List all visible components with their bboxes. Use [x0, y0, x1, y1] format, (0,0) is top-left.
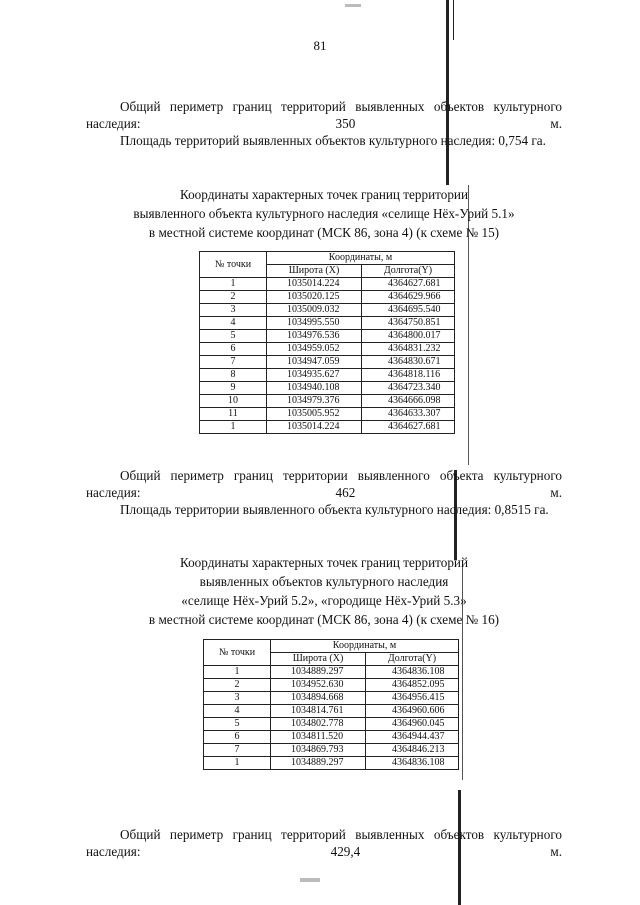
latitude-header: Широта (X) [271, 653, 366, 666]
coordinates-table-1 [199, 251, 455, 434]
point-number-cell: 1 [200, 421, 267, 434]
table-row [204, 679, 459, 692]
latitude-cell: 1034952.630 [271, 679, 366, 692]
point-number-cell: 1 [200, 278, 267, 291]
point-number-cell: 7 [204, 744, 271, 757]
longitude-cell: 4364836.108 [366, 757, 459, 770]
table-row [200, 291, 455, 304]
longitude-cell: 4364956.415 [366, 692, 459, 705]
point-number-header: № точки [204, 640, 271, 666]
table-row [200, 382, 455, 395]
table1-heading: Координаты характерных точек границ территории выявленного объекта культурного наследия «селище Нёх-Урий 5.1» в местной системе координат (МСК 86, зона 4) (к схеме № 15) [133, 187, 515, 240]
point-number-cell: 4 [204, 705, 271, 718]
coordinates-table-2 [203, 639, 459, 770]
point-number-cell: 2 [204, 679, 271, 692]
latitude-cell: 1034811.520 [271, 731, 366, 744]
latitude-cell: 1034869.793 [271, 744, 366, 757]
table-row [200, 304, 455, 317]
longitude-cell: 4364627.681 [362, 278, 455, 291]
latitude-cell: 1034894.668 [271, 692, 366, 705]
latitude-cell: 1035009.032 [267, 304, 362, 317]
latitude-cell: 1035005.952 [267, 408, 362, 421]
longitude-cell: 4364830.671 [362, 356, 455, 369]
table1-body [200, 278, 455, 434]
longitude-cell: 4364831.232 [362, 343, 455, 356]
table-row [200, 421, 455, 434]
point-number-cell: 7 [200, 356, 267, 369]
table2-body [204, 666, 459, 770]
longitude-cell: 4364800.017 [362, 330, 455, 343]
table-row [204, 705, 459, 718]
point-number-cell: 8 [200, 369, 267, 382]
perimeter-paragraph-1: Общий периметр границ территорий выявленных объектов культурного наследия: 350 м. [86, 99, 562, 131]
table-row [204, 692, 459, 705]
table-row [204, 731, 459, 744]
longitude-cell: 4364633.307 [362, 408, 455, 421]
longitude-cell: 4364846.213 [366, 744, 459, 757]
point-number-cell: 1 [204, 757, 271, 770]
longitude-cell: 4364836.108 [366, 666, 459, 679]
latitude-cell: 1034802.778 [271, 718, 366, 731]
table-row [200, 343, 455, 356]
scan-artifact-line [453, 0, 454, 40]
point-number-cell: 3 [200, 304, 267, 317]
longitude-cell: 4364818.116 [362, 369, 455, 382]
point-number-cell: 4 [200, 317, 267, 330]
longitude-cell: 4364960.045 [366, 718, 459, 731]
table-row [200, 395, 455, 408]
point-number-cell: 9 [200, 382, 267, 395]
latitude-header: Широта (X) [267, 265, 362, 278]
latitude-cell: 1034976.536 [267, 330, 362, 343]
table-row [204, 666, 459, 679]
table-row [200, 408, 455, 421]
latitude-cell: 1034889.297 [271, 757, 366, 770]
area-paragraph-2: Площадь территории выявленного объекта культурного наследия: 0,8515 га. [120, 502, 549, 517]
longitude-cell: 4364723.340 [362, 382, 455, 395]
longitude-cell: 4364666.098 [362, 395, 455, 408]
point-number-cell: 5 [200, 330, 267, 343]
scan-speck [300, 878, 320, 882]
table-row [200, 317, 455, 330]
latitude-cell: 1034940.108 [267, 382, 362, 395]
perimeter-paragraph-2: Общий периметр границ территории выявленного объекта культурного наследия: 462 м. [86, 468, 562, 500]
longitude-cell: 4364627.681 [362, 421, 455, 434]
latitude-cell: 1034959.052 [267, 343, 362, 356]
point-number-cell: 10 [200, 395, 267, 408]
latitude-cell: 1034935.627 [267, 369, 362, 382]
point-number-cell: 11 [200, 408, 267, 421]
longitude-cell: 4364695.540 [362, 304, 455, 317]
point-number-cell: 2 [200, 291, 267, 304]
table-row [200, 369, 455, 382]
point-number-cell: 3 [204, 692, 271, 705]
longitude-cell: 4364750.851 [362, 317, 455, 330]
page-number: 81 [313, 38, 327, 53]
table-row [204, 744, 459, 757]
latitude-cell: 1034814.761 [271, 705, 366, 718]
point-number-header: № точки [200, 252, 267, 278]
area-paragraph-1: Площадь территорий выявленных объектов культурного наследия: 0,754 га. [120, 133, 546, 148]
longitude-cell: 4364944.437 [366, 731, 459, 744]
latitude-cell: 1035020.125 [267, 291, 362, 304]
longitude-header: Долгота(Y) [362, 265, 455, 278]
table-row [204, 718, 459, 731]
coordinates-header: Координаты, м [271, 640, 459, 653]
scan-artifact-line [446, 0, 449, 185]
table-row [204, 757, 459, 770]
point-number-cell: 1 [204, 666, 271, 679]
latitude-cell: 1035014.224 [267, 278, 362, 291]
latitude-cell: 1034889.297 [271, 666, 366, 679]
latitude-cell: 1034979.376 [267, 395, 362, 408]
longitude-header: Долгота(Y) [366, 653, 459, 666]
longitude-cell: 4364629.966 [362, 291, 455, 304]
longitude-cell: 4364852.095 [366, 679, 459, 692]
table-row [200, 330, 455, 343]
longitude-cell: 4364960.606 [366, 705, 459, 718]
latitude-cell: 1035014.224 [267, 421, 362, 434]
perimeter-paragraph-3: Общий периметр границ территорий выявленных объектов культурного наследия: 429,4 м. [86, 827, 562, 859]
table-row [200, 356, 455, 369]
point-number-cell: 5 [204, 718, 271, 731]
table2-heading: Координаты характерных точек границ территорий выявленных объектов культурного наследия «селище Нёх-Урий 5.2», «городище Нёх-Урий 5.3» в местной системе координат (МСК 86, зона 4) (к схеме № 16) [148, 555, 500, 627]
latitude-cell: 1034947.059 [267, 356, 362, 369]
latitude-cell: 1034995.550 [267, 317, 362, 330]
table-row [200, 278, 455, 291]
scan-speck [345, 4, 361, 7]
point-number-cell: 6 [204, 731, 271, 744]
point-number-cell: 6 [200, 343, 267, 356]
coordinates-header: Координаты, м [267, 252, 455, 265]
